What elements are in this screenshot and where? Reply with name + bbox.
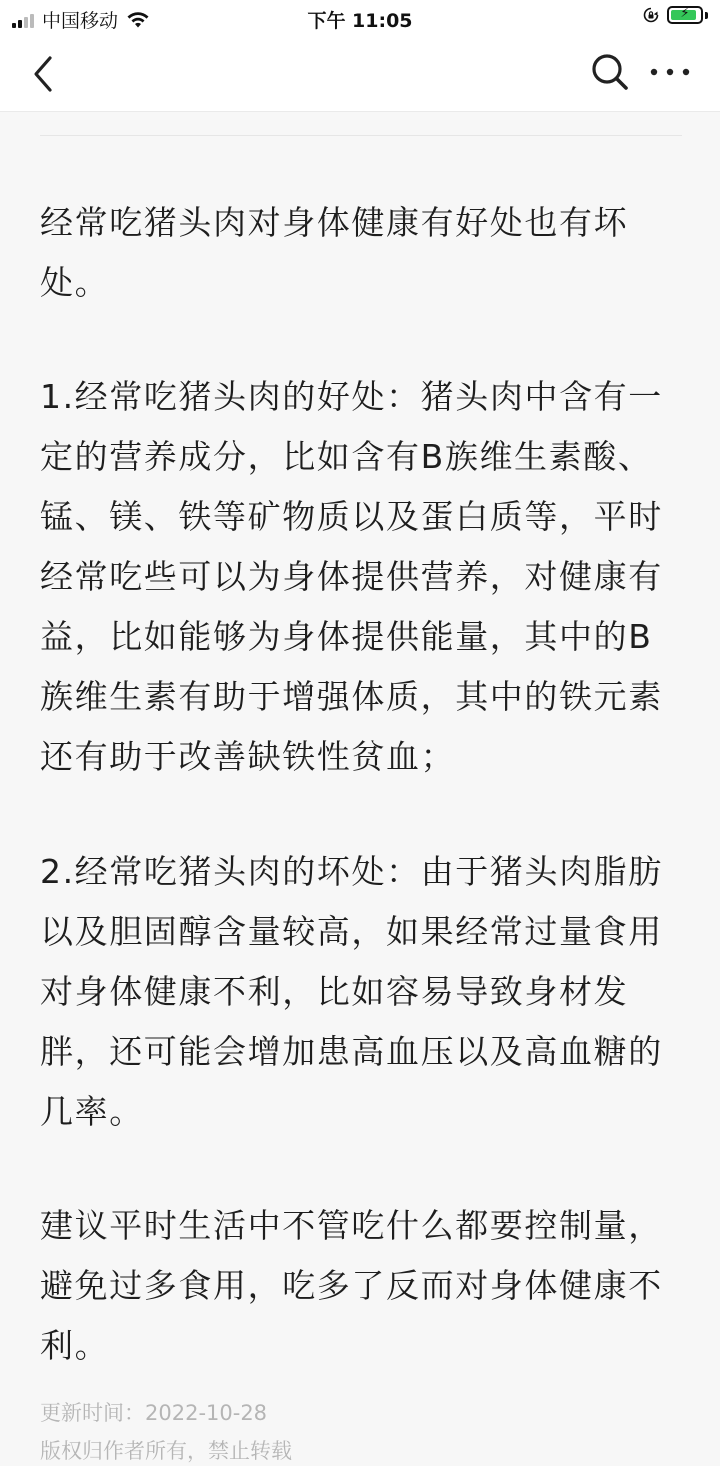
more-dots-icon	[648, 54, 692, 90]
article-paragraph-harms: 2.经常吃猪头肉的坏处：由于猪头肉脂肪以及胆固醇含量较高，如果经常过量食用对身体健康不利，比如容易导致身材发胖，还可能会增加患高血压以及高血糖的几率。	[40, 852, 663, 1131]
clock: 下午 11:05	[307, 10, 413, 32]
article-paragraph-benefits: 1.经常吃猪头肉的好处：猪头肉中含有一定的营养成分，比如含有B族维生素酸、锰、镁、铁等矿物质以及蛋白质等，平时经常吃些可以为身体提供营养，对健康有益，比如能够为身体提供能量，其中的B族维生素有助于增强体质，其中的铁元素还有助于改善缺铁性贫血；	[40, 377, 663, 776]
nav-bar	[0, 36, 720, 112]
orientation-lock-icon	[643, 7, 659, 23]
copyright-notice: 版权归作者所有，禁止转载	[40, 1439, 292, 1463]
charging-bolt-icon: ⚡	[680, 6, 690, 21]
status-right	[643, 6, 708, 24]
article-content	[40, 111, 682, 1466]
top-divider	[40, 135, 682, 136]
article-paragraph-intro: 经常吃猪头肉对身体健康有好处也有坏处。	[40, 203, 629, 302]
search-button[interactable]	[590, 52, 630, 92]
chevron-left-icon	[26, 54, 62, 94]
search-icon	[590, 52, 630, 92]
battery-cap	[705, 12, 708, 19]
article-paragraph-advice: 建议平时生活中不管吃什么都要控制量，避免过多食用，吃多了反而对身体健康不利。	[40, 1206, 663, 1365]
update-time: 更新时间：2022-10-28	[40, 1401, 268, 1425]
battery-icon	[667, 6, 703, 24]
carrier-name: 中国移动	[42, 10, 119, 32]
status-bar	[0, 0, 720, 36]
back-button[interactable]	[26, 54, 62, 94]
more-button[interactable]	[648, 54, 692, 90]
